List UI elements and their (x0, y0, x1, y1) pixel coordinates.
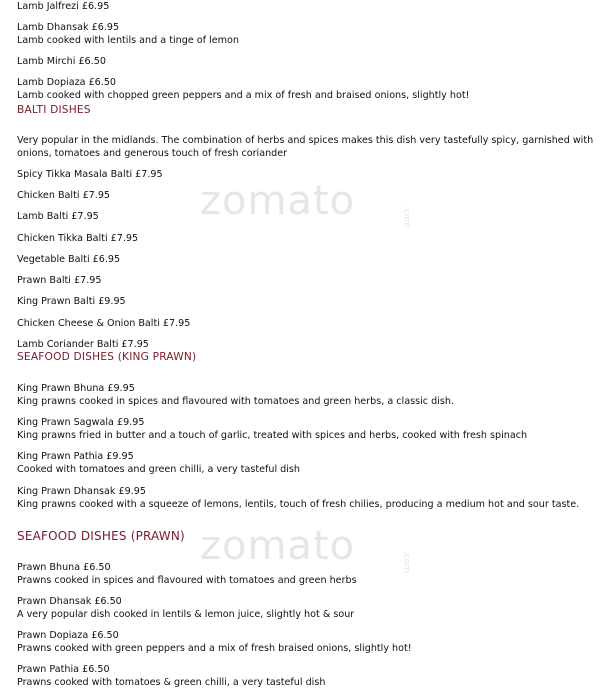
item-description: Lamb cooked with lentils and a tinge of lemon (17, 35, 239, 46)
item-name: Prawn Dopiaza £6.50 (17, 630, 119, 641)
menu-item (17, 416, 527, 442)
item-name: Prawn Bhuna £6.50 (17, 562, 111, 573)
menu-item: Chicken Balti £7.95 (17, 190, 111, 201)
menu-item: Lamb Balti £7.95 (17, 211, 99, 222)
item-name: King Prawn Dhansak £9.95 (17, 486, 146, 497)
item-name: Lamb Mirchi £6.50 (17, 56, 106, 67)
section-heading-seafood-prawn: SEAFOOD DISHES (PRAWN) (17, 529, 185, 543)
menu-item (17, 663, 325, 689)
menu-item: Spicy Tikka Masala Balti £7.95 (17, 169, 163, 180)
watermark-logo: zomato (200, 178, 356, 224)
item-name: King Prawn Sagwala £9.95 (17, 417, 145, 428)
item-name: Lamb Dopiaza £6.50 (17, 77, 117, 88)
menu-item (17, 629, 412, 655)
menu-item (17, 485, 597, 511)
item-description: Prawns cooked with green peppers and a mix of fresh braised onions, slightly hot! (17, 643, 412, 654)
menu-item: King Prawn Balti £9.95 (17, 296, 126, 307)
watermark-suffix: .com (401, 551, 411, 574)
item-description: Cooked with tomatoes and green chilli, a very tasteful dish (17, 464, 300, 475)
menu-item (17, 382, 454, 408)
item-description: King prawns cooked in spices and flavoured with tomatoes and green herbs, a classic dish. (17, 396, 454, 407)
watermark-suffix: .com (401, 206, 411, 229)
item-name: Lamb Dhansak £6.95 (17, 22, 120, 33)
menu-item: Prawn Balti £7.95 (17, 275, 102, 286)
item-name: Prawn Pathia £6.50 (17, 664, 110, 675)
item-description: King prawns fried in butter and a touch of garlic, treated with spices and herbs, cooked with fresh spinach (17, 430, 528, 441)
menu-item (17, 561, 357, 587)
item-description: Prawns cooked in spices and flavoured with tomatoes and green herbs (17, 575, 357, 586)
item-name: Prawn Dhansak £6.50 (17, 596, 122, 607)
item-name: King Prawn Pathia £9.95 (17, 451, 134, 462)
menu-item (17, 450, 300, 476)
menu-item: Vegetable Balti £6.95 (17, 254, 121, 265)
menu-item: Chicken Tikka Balti £7.95 (17, 233, 139, 244)
item-name: Lamb Jalfrezi £6.95 (17, 1, 110, 12)
menu-item (17, 21, 239, 47)
section-heading-seafood-king-prawn: SEAFOOD DISHES (KING PRAWN) (17, 351, 197, 363)
menu-item (17, 76, 469, 102)
menu-item (17, 55, 106, 68)
section-heading-balti: BALTI DISHES (17, 104, 91, 116)
item-description: Prawns cooked with tomatoes & green chilli, a very tasteful dish (17, 677, 326, 688)
menu-item: Chicken Cheese & Onion Balti £7.95 (17, 318, 191, 329)
item-name: King Prawn Bhuna £9.95 (17, 383, 135, 394)
item-description: King prawns cooked with a squeeze of lemons, lentils, touch of fresh chilies, producing a medium hot and sour taste. (17, 499, 580, 510)
item-description: Lamb cooked with chopped green peppers and a mix of fresh and braised onions, slightly hot! (17, 90, 470, 101)
menu-item: Lamb Coriander Balti £7.95 (17, 339, 149, 350)
item-description: A very popular dish cooked in lentils & lemon juice, slightly hot & sour (17, 609, 355, 620)
watermark-logo: zomato (200, 523, 356, 569)
balti-intro: Very popular in the midlands. The combination of herbs and spices makes this dish very tastefully spicy, garnished with onions, tomatoes and generous touch of fresh coriander (17, 135, 594, 159)
menu-item (17, 0, 109, 13)
menu-item (17, 595, 354, 621)
